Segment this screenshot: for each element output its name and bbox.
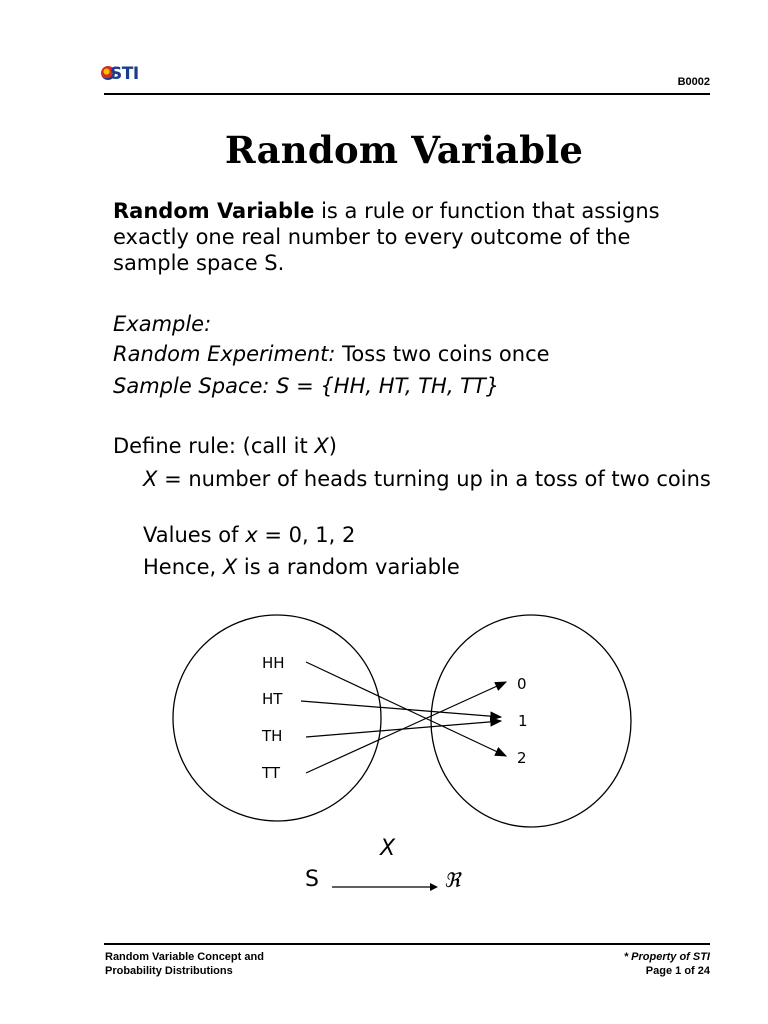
definition-paragraph [113, 198, 713, 276]
outcome-hh: HH [262, 654, 285, 672]
define-rule-prefix: Define rule: (call it [113, 434, 315, 458]
page-title: Random Variable [224, 128, 584, 172]
x-var: X [143, 467, 158, 491]
hence-suffix: is a random variable [237, 555, 460, 579]
arrow-ht-to-1 [301, 701, 501, 717]
footer-property: * Property of STI [623, 951, 710, 963]
codomain-label: ℜ [444, 868, 461, 892]
define-rule-line [113, 434, 337, 458]
header-rule [104, 93, 710, 95]
mapping-diagram [170, 606, 640, 906]
random-experiment-value: Toss two coins once [335, 342, 550, 366]
define-rule-suffix: ) [328, 434, 337, 458]
value-1: 1 [518, 712, 528, 730]
outcome-th: TH [262, 727, 283, 745]
outcome-tt: TT [262, 764, 281, 782]
sample-space-line: Sample Space: S = {HH, HT, TH, TT} [113, 374, 500, 398]
sti-logo: STI [110, 64, 139, 84]
document-code: B0002 [677, 76, 710, 88]
footer-page-info [624, 950, 710, 978]
random-experiment-line [113, 342, 550, 366]
random-experiment-label: Random Experiment: [113, 342, 336, 366]
outcome-ht: HT [262, 690, 283, 708]
values-line [143, 523, 355, 547]
domain-label: S [305, 867, 319, 892]
define-rule-var: X [314, 434, 329, 458]
example-heading: Example: [113, 312, 212, 336]
footer-rule [104, 943, 710, 945]
footer-left-line2: Probability Distributions [105, 965, 233, 977]
footer-left-line1: Random Variable Concept and [105, 951, 264, 963]
values-var: x [245, 523, 258, 547]
value-2: 2 [517, 749, 527, 767]
hence-line [143, 555, 460, 579]
arrow-tt-to-0 [306, 682, 506, 773]
x-definition-line [113, 466, 713, 492]
definition-term: Random Variable [113, 199, 315, 223]
mapping-arrow-icon [330, 878, 440, 894]
footer-course-title [105, 950, 264, 978]
function-label: X [380, 836, 396, 861]
hence-prefix: Hence, [143, 555, 223, 579]
values-suffix: = 0, 1, 2 [257, 523, 356, 547]
values-prefix: Values of [143, 523, 246, 547]
definition-text: is a rule or function that assigns exactly one real number to every outcome of the sample space S. [113, 199, 660, 275]
sample-space-circle [173, 615, 381, 821]
real-numbers-circle [431, 615, 631, 827]
hence-var: X [222, 555, 238, 579]
footer-page-number: Page 1 of 24 [645, 965, 710, 977]
value-0: 0 [517, 675, 527, 693]
x-definition-text: = number of heads turning up in a toss of two coins [157, 467, 711, 491]
